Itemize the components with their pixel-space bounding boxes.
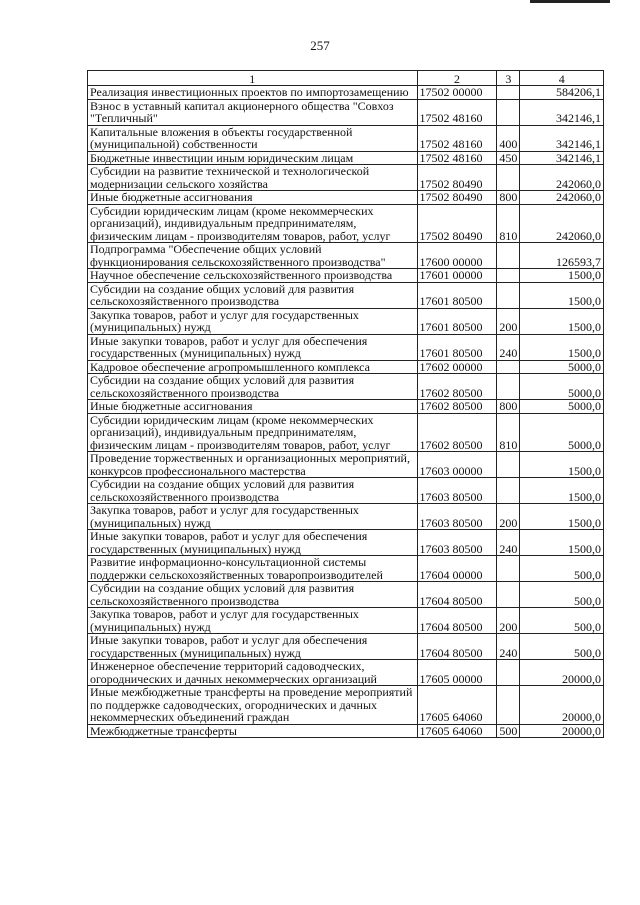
table-row (88, 165, 604, 191)
row-name-cell: Научное обеспечение сельскохозяйственного производства (88, 269, 418, 283)
table-row (88, 478, 604, 504)
row-code-cell: 17602 80500 (417, 413, 497, 452)
row-type-cell: 400 (497, 125, 520, 151)
row-code-cell: 17502 48160 (417, 99, 497, 125)
budget-table (87, 70, 604, 738)
row-type-cell: 240 (497, 334, 520, 360)
row-code-cell: 17502 48160 (417, 125, 497, 151)
row-name-cell: Иные закупки товаров, работ и услуг для обеспечения государственных (муниципальных) нужд (88, 634, 418, 660)
row-name-cell: Закупка товаров, работ и услуг для государственных (муниципальных) нужд (88, 608, 418, 634)
row-name-cell: Иные закупки товаров, работ и услуг для обеспечения государственных (муниципальных) нужд (88, 334, 418, 360)
table-row (88, 686, 604, 725)
row-type-cell (497, 452, 520, 478)
row-name-cell: Закупка товаров, работ и услуг для государственных (муниципальных) нужд (88, 308, 418, 334)
table-row (88, 504, 604, 530)
row-code-cell: 17605 64060 (417, 686, 497, 725)
header-sum: 4 (520, 71, 604, 86)
row-sum-cell: 242060,0 (520, 165, 604, 191)
table-row (88, 86, 604, 100)
row-sum-cell: 342146,1 (520, 151, 604, 165)
row-sum-cell: 500,0 (520, 608, 604, 634)
row-sum-cell: 5000,0 (520, 374, 604, 400)
row-sum-cell: 242060,0 (520, 191, 604, 205)
row-type-cell: 810 (497, 204, 520, 243)
row-code-cell: 17600 00000 (417, 243, 497, 269)
table-row (88, 282, 604, 308)
table-row (88, 413, 604, 452)
row-type-cell (497, 165, 520, 191)
row-type-cell: 200 (497, 504, 520, 530)
row-type-cell (497, 556, 520, 582)
row-code-cell: 17502 80490 (417, 165, 497, 191)
row-code-cell: 17502 48160 (417, 151, 497, 165)
table-header-row (88, 71, 604, 86)
row-sum-cell: 1500,0 (520, 530, 604, 556)
header-type: 3 (497, 71, 520, 86)
row-sum-cell: 5000,0 (520, 360, 604, 374)
table-row (88, 308, 604, 334)
row-type-cell: 500 (497, 724, 520, 738)
table-row (88, 204, 604, 243)
row-code-cell: 17502 80490 (417, 204, 497, 243)
table-row (88, 360, 604, 374)
row-name-cell: Проведение торжественных и организационных мероприятий, конкурсов профессионального мастерства (88, 452, 418, 478)
row-code-cell: 17605 00000 (417, 660, 497, 686)
row-type-cell: 200 (497, 308, 520, 334)
row-type-cell (497, 660, 520, 686)
row-code-cell: 17603 00000 (417, 452, 497, 478)
row-type-cell (497, 374, 520, 400)
row-name-cell: Закупка товаров, работ и услуг для государственных (муниципальных) нужд (88, 504, 418, 530)
scan-edge-mark (530, 0, 610, 3)
row-sum-cell: 1500,0 (520, 308, 604, 334)
row-sum-cell: 1500,0 (520, 478, 604, 504)
row-type-cell: 800 (497, 191, 520, 205)
row-name-cell: Иные закупки товаров, работ и услуг для обеспечения государственных (муниципальных) нужд (88, 530, 418, 556)
row-name-cell: Капитальные вложения в объекты государственной (муниципальной) собственности (88, 125, 418, 151)
row-sum-cell: 1500,0 (520, 452, 604, 478)
row-name-cell: Реализация инвестиционных проектов по импортозамещению (88, 86, 418, 100)
row-sum-cell: 1500,0 (520, 504, 604, 530)
row-code-cell: 17502 00000 (417, 86, 497, 100)
row-type-cell: 200 (497, 608, 520, 634)
row-sum-cell: 1500,0 (520, 334, 604, 360)
row-name-cell: Бюджетные инвестиции иным юридическим лицам (88, 151, 418, 165)
row-type-cell: 800 (497, 400, 520, 414)
header-code: 2 (417, 71, 497, 86)
row-code-cell: 17603 80500 (417, 504, 497, 530)
row-sum-cell: 126593,7 (520, 243, 604, 269)
row-name-cell: Иные межбюджетные трансферты на проведение мероприятий по поддержке садоводческих, огороднических и дачных некоммерческих объединений граждан (88, 686, 418, 725)
row-code-cell: 17604 00000 (417, 556, 497, 582)
row-type-cell: 240 (497, 530, 520, 556)
row-code-cell: 17603 80500 (417, 530, 497, 556)
row-sum-cell: 1500,0 (520, 269, 604, 283)
row-name-cell: Иные бюджетные ассигнования (88, 191, 418, 205)
row-sum-cell: 342146,1 (520, 99, 604, 125)
row-sum-cell: 1500,0 (520, 282, 604, 308)
row-type-cell (497, 686, 520, 725)
row-type-cell: 450 (497, 151, 520, 165)
row-sum-cell: 5000,0 (520, 400, 604, 414)
row-sum-cell: 20000,0 (520, 724, 604, 738)
row-code-cell: 17605 64060 (417, 724, 497, 738)
row-name-cell: Субсидии юридическим лицам (кроме некоммерческих организаций), индивидуальным предпринимателям, физическим лицам - производителям товаров, работ, услуг (88, 413, 418, 452)
table-row (88, 151, 604, 165)
row-code-cell: 17502 80490 (417, 191, 497, 205)
row-code-cell: 17601 00000 (417, 269, 497, 283)
row-sum-cell: 342146,1 (520, 125, 604, 151)
row-type-cell (497, 360, 520, 374)
table-row (88, 582, 604, 608)
row-code-cell: 17601 80500 (417, 282, 497, 308)
row-sum-cell: 500,0 (520, 582, 604, 608)
row-name-cell: Субсидии на создание общих условий для развития сельскохозяйственного производства (88, 282, 418, 308)
row-name-cell: Субсидии на развитие технической и технологической модернизации сельского хозяйства (88, 165, 418, 191)
row-code-cell: 17602 00000 (417, 360, 497, 374)
table-row (88, 99, 604, 125)
row-sum-cell: 20000,0 (520, 686, 604, 725)
table-row (88, 191, 604, 205)
header-name: 1 (88, 71, 418, 86)
row-name-cell: Субсидии на создание общих условий для развития сельскохозяйственного производства (88, 478, 418, 504)
table-row (88, 243, 604, 269)
row-code-cell: 17602 80500 (417, 400, 497, 414)
row-code-cell: 17604 80500 (417, 634, 497, 660)
row-code-cell: 17604 80500 (417, 582, 497, 608)
row-name-cell: Межбюджетные трансферты (88, 724, 418, 738)
row-code-cell: 17601 80500 (417, 308, 497, 334)
row-sum-cell: 500,0 (520, 556, 604, 582)
table-row (88, 530, 604, 556)
row-code-cell: 17602 80500 (417, 374, 497, 400)
row-name-cell: Иные бюджетные ассигнования (88, 400, 418, 414)
row-name-cell: Субсидии на создание общих условий для развития сельскохозяйственного производства (88, 374, 418, 400)
table-row (88, 724, 604, 738)
row-name-cell: Развитие информационно-консультационной системы поддержки сельскохозяйственных товаропроизводителей (88, 556, 418, 582)
row-code-cell: 17601 80500 (417, 334, 497, 360)
row-sum-cell: 584206,1 (520, 86, 604, 100)
row-name-cell: Взнос в уставный капитал акционерного общества "Совхоз "Тепличный" (88, 99, 418, 125)
row-type-cell (497, 478, 520, 504)
table-row (88, 452, 604, 478)
row-name-cell: Подпрограмма "Обеспечение общих условий функционирования сельскохозяйственного производства" (88, 243, 418, 269)
row-type-cell (497, 582, 520, 608)
row-sum-cell: 500,0 (520, 634, 604, 660)
table-row (88, 556, 604, 582)
table-row (88, 125, 604, 151)
row-sum-cell: 5000,0 (520, 413, 604, 452)
row-name-cell: Субсидии на создание общих условий для развития сельскохозяйственного производства (88, 582, 418, 608)
table-row (88, 374, 604, 400)
row-type-cell (497, 269, 520, 283)
row-type-cell: 810 (497, 413, 520, 452)
row-name-cell: Инженерное обеспечение территорий садоводческих, огороднических и дачных некоммерческих организаций (88, 660, 418, 686)
row-type-cell (497, 282, 520, 308)
table-row (88, 400, 604, 414)
table-row (88, 269, 604, 283)
table-row (88, 660, 604, 686)
table-row (88, 608, 604, 634)
row-sum-cell: 242060,0 (520, 204, 604, 243)
table-row (88, 634, 604, 660)
row-type-cell (497, 99, 520, 125)
row-code-cell: 17603 80500 (417, 478, 497, 504)
table-row (88, 334, 604, 360)
row-type-cell: 240 (497, 634, 520, 660)
page-number: 257 (310, 38, 330, 53)
row-type-cell (497, 243, 520, 269)
row-sum-cell: 20000,0 (520, 660, 604, 686)
row-code-cell: 17604 80500 (417, 608, 497, 634)
row-name-cell: Кадровое обеспечение агропромышленного комплекса (88, 360, 418, 374)
row-type-cell (497, 86, 520, 100)
row-name-cell: Субсидии юридическим лицам (кроме некоммерческих организаций), индивидуальным предпринимателям, физическим лицам - производителям товаров, работ, услуг (88, 204, 418, 243)
